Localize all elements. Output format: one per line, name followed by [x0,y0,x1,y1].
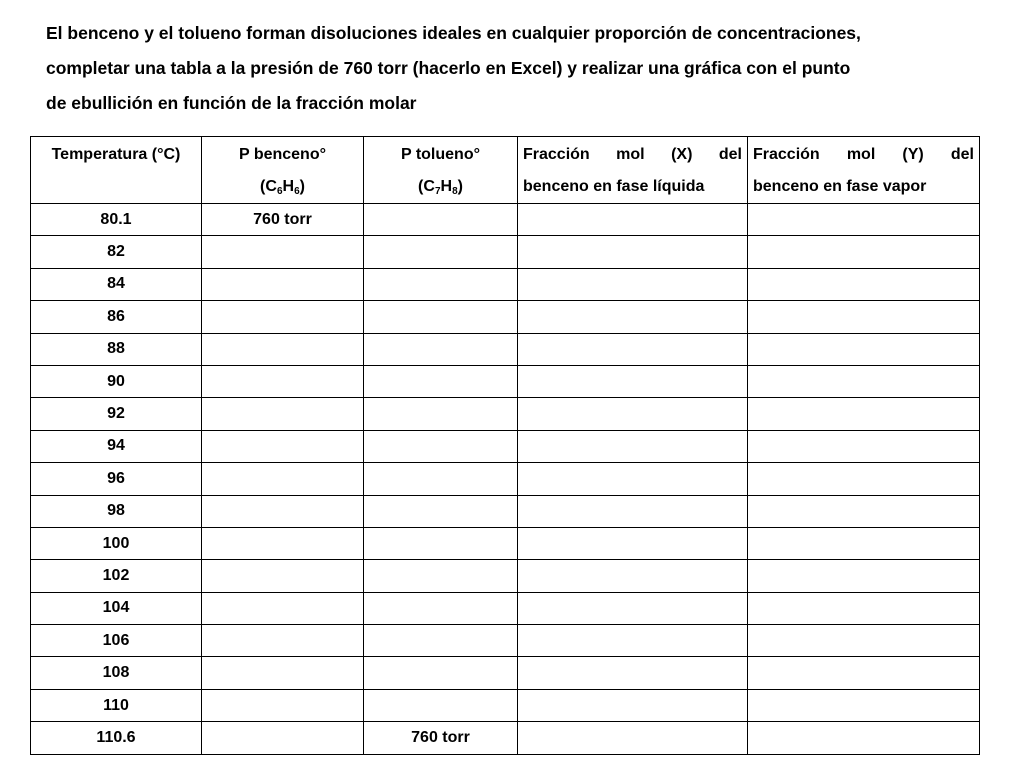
cell-p-toluene[interactable] [364,463,518,495]
cell-p-toluene[interactable] [364,333,518,365]
cell-temperature[interactable]: 82 [31,236,202,268]
cell-vapor-mole-fraction[interactable] [748,430,980,462]
cell-temperature[interactable]: 84 [31,268,202,300]
cell-p-benzene[interactable] [202,301,364,333]
header-temperature [31,137,202,204]
cell-p-toluene[interactable] [364,625,518,657]
cell-liquid-mole-fraction[interactable] [518,204,748,236]
cell-vapor-mole-fraction[interactable] [748,333,980,365]
cell-p-toluene[interactable] [364,495,518,527]
cell-liquid-mole-fraction[interactable] [518,430,748,462]
cell-p-benzene[interactable] [202,495,364,527]
instructions-line-2: completar una tabla a la presión de 760 torr (hacerlo en Excel) y realizar una gráfica con el punto [46,58,851,78]
header-x-line-1: Fracción mol (X) del [523,146,742,163]
cell-liquid-mole-fraction[interactable] [518,398,748,430]
table-row [31,592,980,624]
cell-p-toluene[interactable] [364,430,518,462]
header-p-benzene [202,137,364,204]
cell-temperature[interactable]: 104 [31,592,202,624]
header-p-toluene-label: P tolueno° [401,146,480,163]
header-y-line-1: Fracción mol (Y) del [753,146,974,163]
table-row [31,657,980,689]
table-body [31,204,980,755]
cell-vapor-mole-fraction[interactable] [748,495,980,527]
table-row [31,463,980,495]
cell-p-toluene[interactable] [364,560,518,592]
table-row [31,689,980,721]
cell-temperature[interactable]: 80.1 [31,204,202,236]
cell-liquid-mole-fraction[interactable] [518,592,748,624]
cell-p-toluene[interactable] [364,268,518,300]
table-row [31,204,980,236]
cell-liquid-mole-fraction[interactable] [518,268,748,300]
cell-p-toluene[interactable] [364,592,518,624]
cell-p-toluene[interactable] [364,204,518,236]
table-row [31,301,980,333]
cell-p-benzene[interactable] [202,430,364,462]
table-row [31,625,980,657]
cell-vapor-mole-fraction[interactable] [748,657,980,689]
cell-temperature[interactable]: 108 [31,657,202,689]
cell-vapor-mole-fraction[interactable] [748,463,980,495]
cell-temperature[interactable]: 110 [31,689,202,721]
cell-p-toluene[interactable] [364,657,518,689]
cell-p-benzene[interactable] [202,625,364,657]
header-x-line-2: benceno en fase líquida [523,178,705,195]
cell-liquid-mole-fraction[interactable] [518,657,748,689]
cell-liquid-mole-fraction[interactable] [518,495,748,527]
cell-p-toluene[interactable] [364,236,518,268]
cell-vapor-mole-fraction[interactable] [748,527,980,559]
cell-temperature[interactable]: 92 [31,398,202,430]
cell-p-benzene[interactable] [202,722,364,754]
cell-liquid-mole-fraction[interactable] [518,625,748,657]
cell-p-benzene[interactable] [202,268,364,300]
table-row [31,365,980,397]
header-row [31,137,980,204]
cell-liquid-mole-fraction[interactable] [518,722,748,754]
cell-liquid-mole-fraction[interactable] [518,365,748,397]
cell-vapor-mole-fraction[interactable] [748,301,980,333]
header-vapor-mole-fraction [748,137,980,204]
header-y-line-2: benceno en fase vapor [753,178,927,195]
cell-p-toluene[interactable] [364,689,518,721]
table-row [31,236,980,268]
cell-p-benzene[interactable] [202,236,364,268]
cell-p-benzene[interactable] [202,365,364,397]
cell-vapor-mole-fraction[interactable] [748,592,980,624]
cell-vapor-mole-fraction[interactable] [748,722,980,754]
header-p-toluene [364,137,518,204]
instructions-line-3: de ebullición en función de la fracción molar [46,93,417,113]
cell-temperature[interactable]: 106 [31,625,202,657]
cell-p-toluene[interactable] [364,301,518,333]
table-row [31,268,980,300]
cell-p-benzene[interactable] [202,560,364,592]
cell-liquid-mole-fraction[interactable] [518,236,748,268]
cell-p-benzene[interactable]: 760 torr [202,204,364,236]
instructions-paragraph [46,16,986,121]
cell-vapor-mole-fraction[interactable] [748,398,980,430]
cell-vapor-mole-fraction[interactable] [748,204,980,236]
header-liquid-mole-fraction [518,137,748,204]
cell-p-benzene[interactable] [202,398,364,430]
cell-p-benzene[interactable] [202,689,364,721]
cell-p-benzene[interactable] [202,592,364,624]
cell-temperature[interactable]: 86 [31,301,202,333]
cell-vapor-mole-fraction[interactable] [748,268,980,300]
header-p-benzene-label: P benceno° [238,146,326,163]
cell-temperature[interactable]: 88 [31,333,202,365]
cell-p-benzene[interactable] [202,527,364,559]
boiling-point-table [30,136,980,755]
header-temperature-label: Temperatura (°C) [51,146,181,163]
cell-temperature[interactable]: 98 [31,495,202,527]
table-row [31,527,980,559]
cell-liquid-mole-fraction[interactable] [518,689,748,721]
cell-vapor-mole-fraction[interactable] [748,689,980,721]
cell-p-toluene[interactable]: 760 torr [364,722,518,754]
cell-temperature[interactable]: 96 [31,463,202,495]
table-row [31,722,980,754]
toluene-formula: $(C_7H_8)$ [418,178,463,197]
cell-vapor-mole-fraction[interactable] [748,365,980,397]
cell-p-benzene[interactable] [202,333,364,365]
table-row [31,398,980,430]
cell-liquid-mole-fraction[interactable] [518,527,748,559]
table-row [31,495,980,527]
cell-temperature[interactable]: 100 [31,527,202,559]
cell-vapor-mole-fraction[interactable] [748,560,980,592]
cell-temperature[interactable]: 90 [31,365,202,397]
cell-temperature[interactable]: 110.6 [31,722,202,754]
cell-p-benzene[interactable] [202,463,364,495]
cell-p-toluene[interactable] [364,398,518,430]
cell-liquid-mole-fraction[interactable] [518,560,748,592]
table-row [31,430,980,462]
instructions-line-1: El benceno y el tolueno forman disoluciones ideales en cualquier proporción de concentraciones, [46,23,861,43]
benzene-formula: $(C_6H_6)$ [260,178,305,197]
table-row [31,560,980,592]
cell-liquid-mole-fraction[interactable] [518,301,748,333]
cell-p-toluene[interactable] [364,365,518,397]
cell-p-toluene[interactable] [364,527,518,559]
cell-liquid-mole-fraction[interactable] [518,333,748,365]
cell-liquid-mole-fraction[interactable] [518,463,748,495]
cell-temperature[interactable]: 94 [31,430,202,462]
cell-temperature[interactable]: 102 [31,560,202,592]
cell-vapor-mole-fraction[interactable] [748,625,980,657]
cell-vapor-mole-fraction[interactable] [748,236,980,268]
cell-p-benzene[interactable] [202,657,364,689]
table-row [31,333,980,365]
